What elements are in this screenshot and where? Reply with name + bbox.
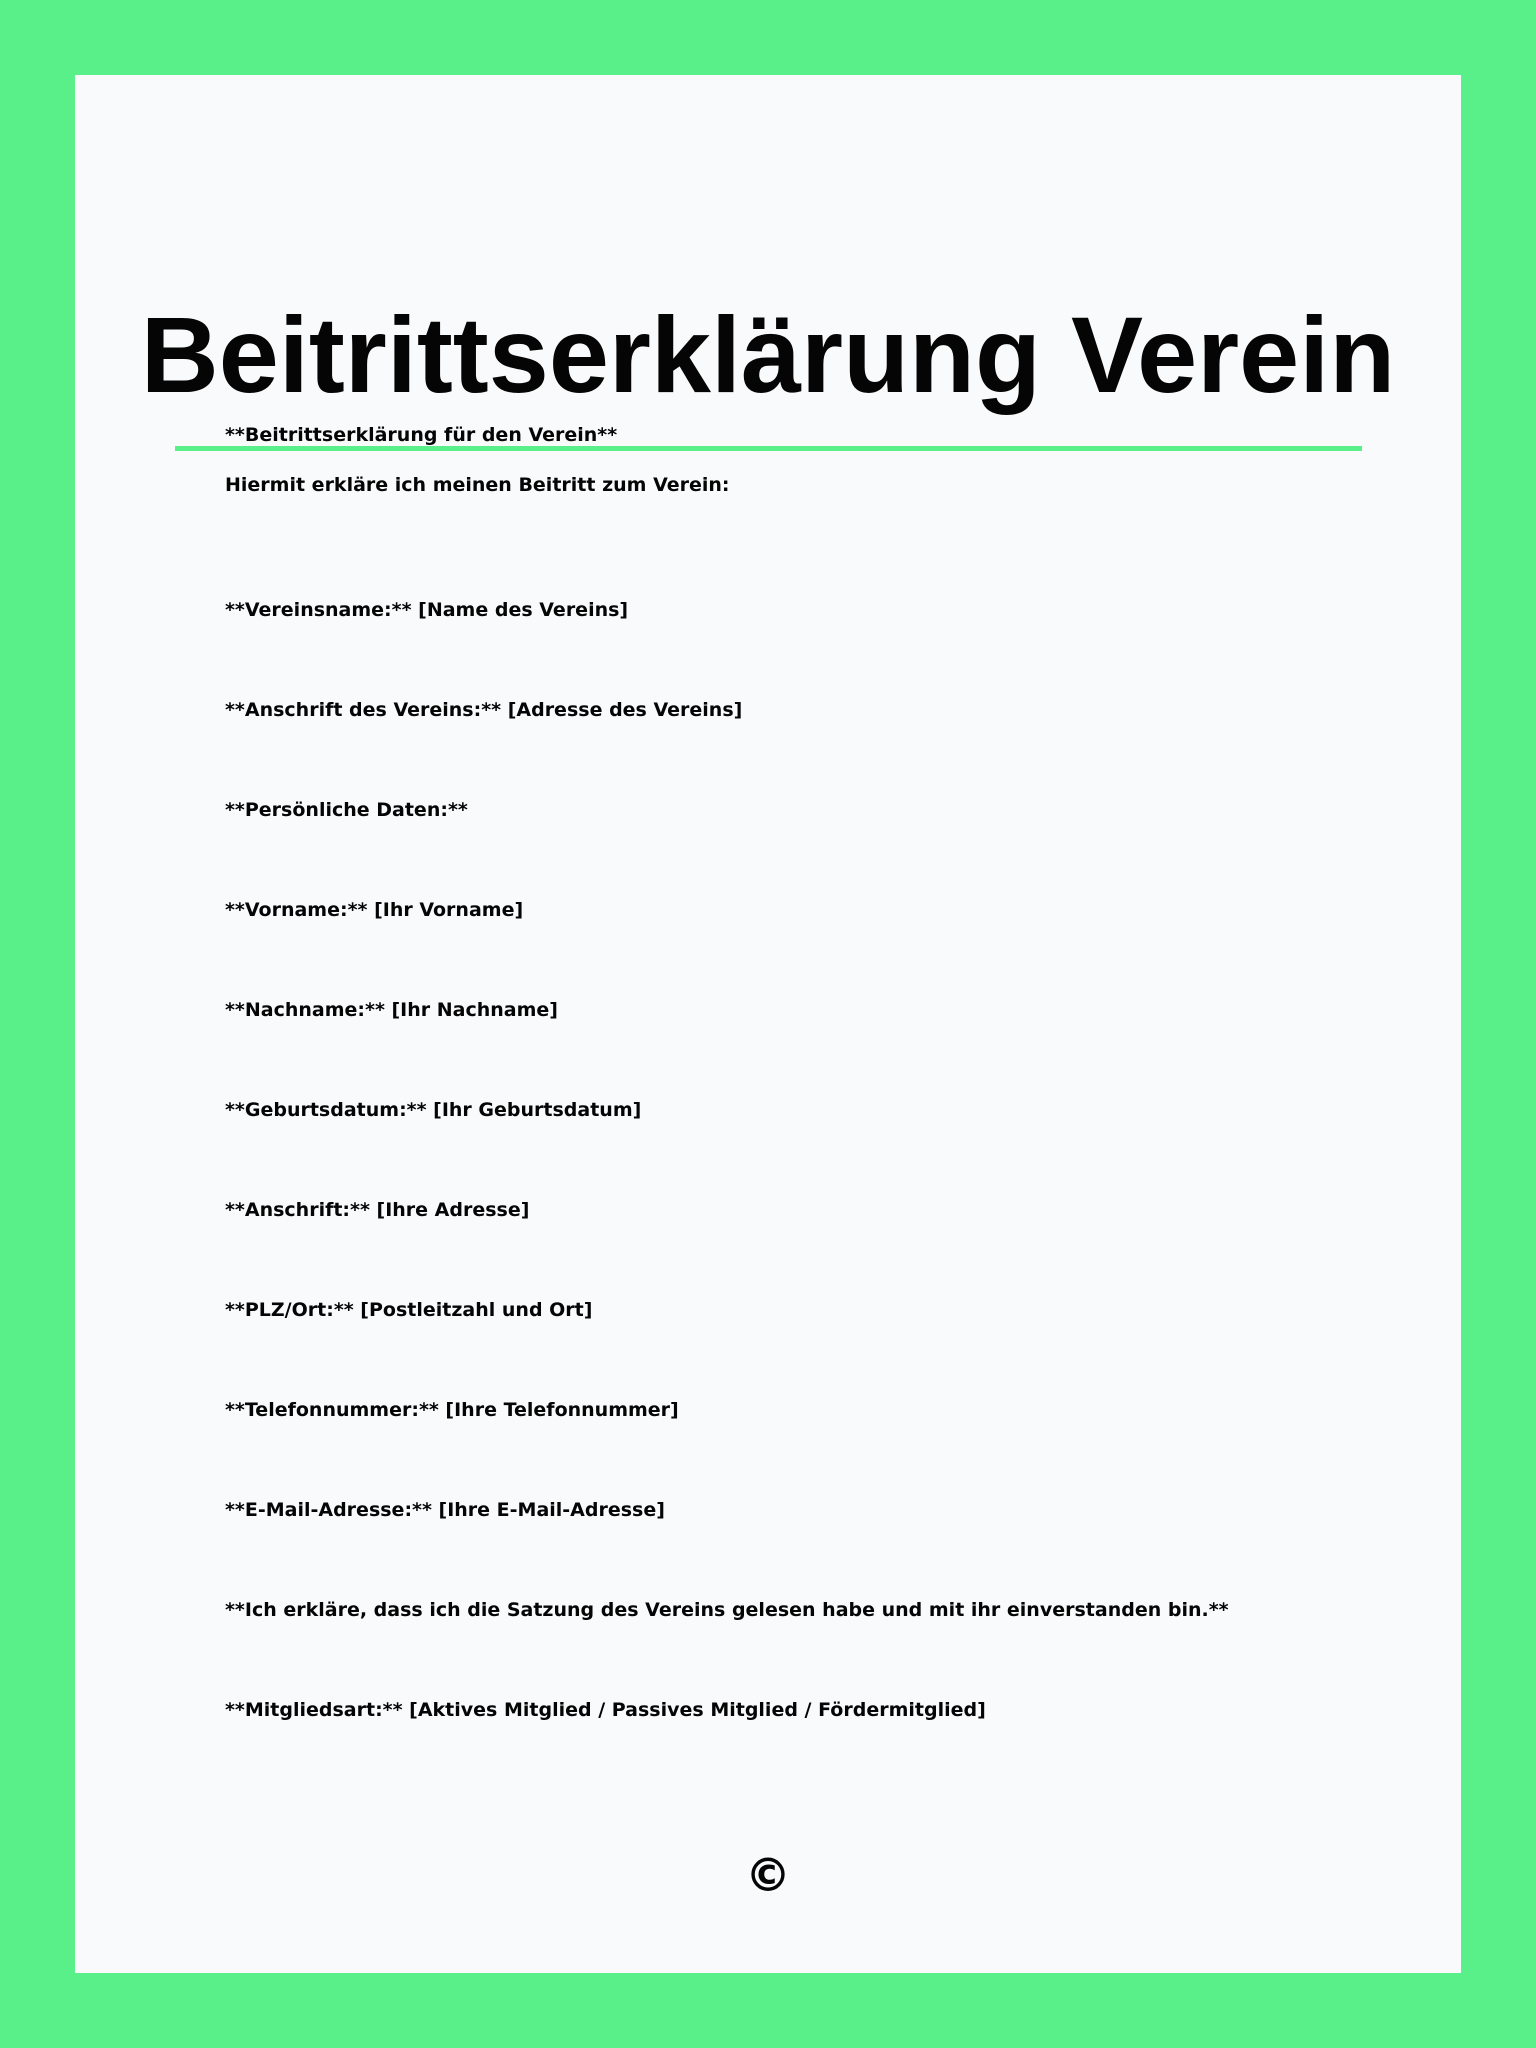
statute-consent: **Ich erkläre, dass ich die Satzung des Vereins gelesen habe und mit ihr einverstanden bin.** bbox=[225, 1599, 1229, 1621]
field-address: **Anschrift:** [Ihre Adresse] bbox=[225, 1199, 530, 1221]
intro-statement: Hiermit erkläre ich meinen Beitritt zum Verein: bbox=[225, 474, 730, 496]
field-membership-type: **Mitgliedsart:** [Aktives Mitglied / Passives Mitglied / Fördermitglied] bbox=[225, 1699, 986, 1721]
field-phone: **Telefonnummer:** [Ihre Telefonnummer] bbox=[225, 1399, 679, 1421]
field-first-name: **Vorname:** [Ihr Vorname] bbox=[225, 899, 524, 921]
field-zip-city: **PLZ/Ort:** [Postleitzahl und Ort] bbox=[225, 1299, 593, 1321]
copyright-icon: © bbox=[745, 1848, 791, 1902]
field-last-name: **Nachname:** [Ihr Nachname] bbox=[225, 999, 558, 1021]
intro-heading: **Beitrittserklärung für den Verein** bbox=[225, 424, 618, 446]
field-email: **E-Mail-Adresse:** [Ihre E-Mail-Adresse] bbox=[225, 1499, 665, 1521]
field-club-address: **Anschrift des Vereins:** [Adresse des Vereins] bbox=[225, 699, 743, 721]
field-birth-date: **Geburtsdatum:** [Ihr Geburtsdatum] bbox=[225, 1099, 642, 1121]
section-personal-data: **Persönliche Daten:** bbox=[225, 799, 468, 821]
document-page bbox=[75, 75, 1461, 1973]
document-title: Beitrittserklärung Verein bbox=[140, 294, 1396, 415]
field-club-name: **Vereinsname:** [Name des Vereins] bbox=[225, 599, 629, 621]
